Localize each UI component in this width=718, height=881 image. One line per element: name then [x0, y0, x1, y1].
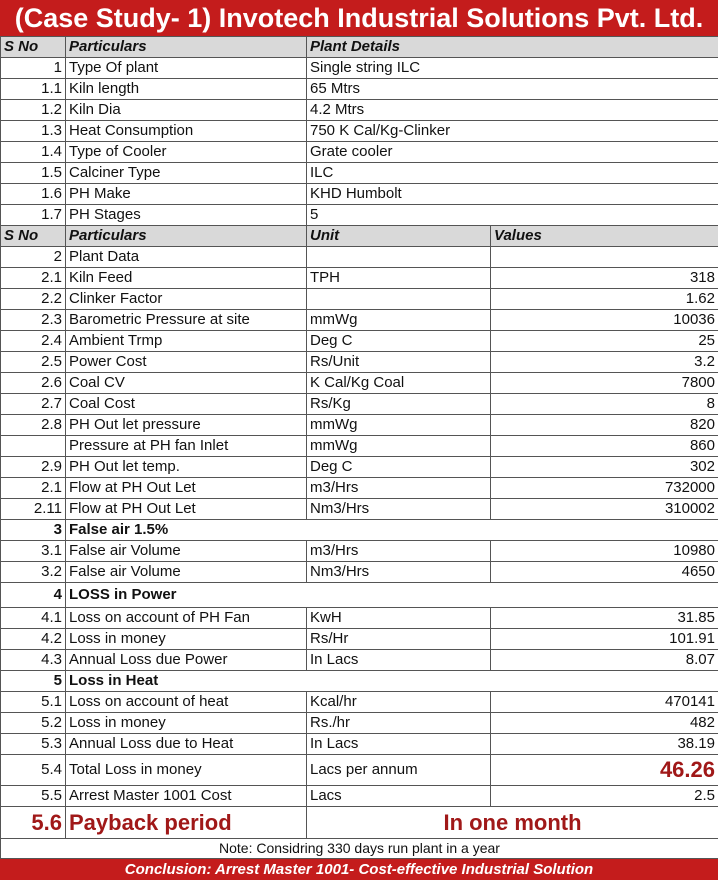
particulars-cell: Kiln Dia: [66, 100, 307, 121]
data-row: [1, 268, 718, 289]
value-cell: 470141: [491, 692, 718, 713]
details-cell: 5: [307, 205, 718, 226]
section-heading: LOSS in Power: [66, 583, 718, 608]
plant-detail-row: [1, 58, 718, 79]
data-row: [1, 352, 718, 373]
payback-row: [1, 807, 718, 839]
particulars-cell: False air Volume: [66, 541, 307, 562]
plant-data-header-row: [1, 226, 718, 247]
unit-cell: In Lacs: [307, 650, 491, 671]
data-row: [1, 310, 718, 331]
sno-header: S No: [1, 37, 66, 58]
payback-label: Payback period: [66, 807, 307, 839]
details-cell: 65 Mtrs: [307, 79, 718, 100]
value-cell: 732000: [491, 478, 718, 499]
sno-cell: 2.5: [1, 352, 66, 373]
data-row: [1, 608, 718, 629]
value-cell: 318: [491, 268, 718, 289]
case-study-table: [0, 36, 718, 859]
data-row: [1, 629, 718, 650]
sno-cell: 1.6: [1, 184, 66, 205]
particulars-cell: Kiln length: [66, 79, 307, 100]
data-row: [1, 394, 718, 415]
value-cell: 1.62: [491, 289, 718, 310]
unit-cell: Deg C: [307, 457, 491, 478]
particulars-cell: Barometric Pressure at site: [66, 310, 307, 331]
unit-cell: Nm3/Hrs: [307, 562, 491, 583]
sno-cell: 1.4: [1, 142, 66, 163]
particulars-cell: Pressure at PH fan Inlet: [66, 436, 307, 457]
sno-cell: 2.9: [1, 457, 66, 478]
value-cell: 4650: [491, 562, 718, 583]
data-row: [1, 713, 718, 734]
particulars-cell: Total Loss in money: [66, 755, 307, 786]
particulars-cell: Ambient Trmp: [66, 331, 307, 352]
plant-detail-row: [1, 100, 718, 121]
value-cell: 820: [491, 415, 718, 436]
sno-cell: 2.2: [1, 289, 66, 310]
section-heading: Loss in Heat: [66, 671, 718, 692]
particulars-cell: PH Make: [66, 184, 307, 205]
data-row: [1, 541, 718, 562]
value-cell: 25: [491, 331, 718, 352]
value-cell: 2.5: [491, 786, 718, 807]
sno-cell: 4.3: [1, 650, 66, 671]
particulars-cell: Coal Cost: [66, 394, 307, 415]
sno-cell: 3.1: [1, 541, 66, 562]
plant-detail-row: [1, 142, 718, 163]
payback-sno: 5.6: [1, 807, 66, 839]
sno-cell: 4.2: [1, 629, 66, 650]
data-row: [1, 247, 718, 268]
unit-cell: Deg C: [307, 331, 491, 352]
sno-cell: 5.3: [1, 734, 66, 755]
note-text: Note: Considring 330 days run plant in a year: [1, 839, 718, 859]
data-row: [1, 373, 718, 394]
unit-cell: Rs/Kg: [307, 394, 491, 415]
value-cell: 7800: [491, 373, 718, 394]
sno-cell: 1.1: [1, 79, 66, 100]
value-cell: 860: [491, 436, 718, 457]
data-row: [1, 650, 718, 671]
plant-details-header: Plant Details: [307, 37, 718, 58]
particulars-cell: Loss on account of PH Fan: [66, 608, 307, 629]
value-cell: 8.07: [491, 650, 718, 671]
unit-cell: mmWg: [307, 436, 491, 457]
value-cell: 3.2: [491, 352, 718, 373]
particulars-cell: Annual Loss due Power: [66, 650, 307, 671]
unit-cell: Kcal/hr: [307, 692, 491, 713]
value-cell: 38.19: [491, 734, 718, 755]
data-row: [1, 478, 718, 499]
particulars-cell: PH Stages: [66, 205, 307, 226]
unit-cell: mmWg: [307, 415, 491, 436]
sno-cell: 2.3: [1, 310, 66, 331]
note-row: [1, 839, 718, 859]
data-row: [1, 436, 718, 457]
data-row: [1, 457, 718, 478]
details-cell: 4.2 Mtrs: [307, 100, 718, 121]
unit-cell: K Cal/Kg Coal: [307, 373, 491, 394]
particulars-cell: Heat Consumption: [66, 121, 307, 142]
particulars-cell: PH Out let temp.: [66, 457, 307, 478]
sno-cell: 2.1: [1, 268, 66, 289]
sno-cell: 4: [1, 583, 66, 608]
unit-cell: m3/Hrs: [307, 478, 491, 499]
value-cell: 10036: [491, 310, 718, 331]
data-row: [1, 415, 718, 436]
particulars-cell: Type of Cooler: [66, 142, 307, 163]
particulars-cell: Coal CV: [66, 373, 307, 394]
unit-cell: In Lacs: [307, 734, 491, 755]
sno-cell: 2: [1, 247, 66, 268]
sno-cell: 4.1: [1, 608, 66, 629]
particulars-cell: Type Of plant: [66, 58, 307, 79]
false-air-heading-row: [1, 520, 718, 541]
details-cell: ILC: [307, 163, 718, 184]
particulars-cell: Loss in money: [66, 713, 307, 734]
plant-detail-row: [1, 163, 718, 184]
total-loss-row: [1, 755, 718, 786]
particulars-cell: PH Out let pressure: [66, 415, 307, 436]
particulars-cell: Loss on account of heat: [66, 692, 307, 713]
particulars-cell: Kiln Feed: [66, 268, 307, 289]
particulars-cell: Calciner Type: [66, 163, 307, 184]
value-cell: 10980: [491, 541, 718, 562]
sno-cell: 2.4: [1, 331, 66, 352]
plant-detail-row: [1, 184, 718, 205]
plant-details-header-row: [1, 37, 718, 58]
sno-cell: 5.1: [1, 692, 66, 713]
sno-cell: 1.7: [1, 205, 66, 226]
particulars-header: Particulars: [66, 226, 307, 247]
particulars-cell: Clinker Factor: [66, 289, 307, 310]
unit-cell: TPH: [307, 268, 491, 289]
unit-cell: Lacs per annum: [307, 755, 491, 786]
particulars-cell: Flow at PH Out Let: [66, 478, 307, 499]
particulars-cell: False air Volume: [66, 562, 307, 583]
loss-in-heat-heading-row: [1, 671, 718, 692]
sno-cell: 5.4: [1, 755, 66, 786]
unit-cell: KwH: [307, 608, 491, 629]
unit-cell: Rs./hr: [307, 713, 491, 734]
plant-detail-row: [1, 205, 718, 226]
particulars-cell: Annual Loss due to Heat: [66, 734, 307, 755]
particulars-cell: Power Cost: [66, 352, 307, 373]
unit-cell: Rs/Unit: [307, 352, 491, 373]
value-cell: 482: [491, 713, 718, 734]
data-row: [1, 331, 718, 352]
unit-cell: Nm3/Hrs: [307, 499, 491, 520]
sno-cell: 3.2: [1, 562, 66, 583]
loss-in-power-heading-row: [1, 583, 718, 608]
sno-cell: 2.1: [1, 478, 66, 499]
value-cell: 101.91: [491, 629, 718, 650]
value-cell: [491, 247, 718, 268]
unit-cell: [307, 289, 491, 310]
particulars-cell: Plant Data: [66, 247, 307, 268]
conclusion-banner: Conclusion: Arrest Master 1001- Cost-effective Industrial Solution: [0, 859, 718, 880]
plant-detail-row: [1, 79, 718, 100]
sno-cell: 2.6: [1, 373, 66, 394]
sno-cell: 5.5: [1, 786, 66, 807]
unit-cell: m3/Hrs: [307, 541, 491, 562]
value-cell: 310002: [491, 499, 718, 520]
sno-cell: 5.2: [1, 713, 66, 734]
section-heading: False air 1.5%: [66, 520, 718, 541]
sno-cell: 3: [1, 520, 66, 541]
unit-cell: mmWg: [307, 310, 491, 331]
data-row: [1, 734, 718, 755]
unit-cell: [307, 247, 491, 268]
values-header: Values: [491, 226, 718, 247]
data-row: [1, 562, 718, 583]
unit-header: Unit: [307, 226, 491, 247]
data-row: [1, 499, 718, 520]
total-loss-value: 46.26: [491, 755, 718, 786]
data-row: [1, 692, 718, 713]
sno-cell: 1.3: [1, 121, 66, 142]
particulars-cell: Loss in money: [66, 629, 307, 650]
payback-value: In one month: [307, 807, 718, 839]
sno-cell: 2.8: [1, 415, 66, 436]
details-cell: Single string ILC: [307, 58, 718, 79]
value-cell: 8: [491, 394, 718, 415]
sno-cell: 1: [1, 58, 66, 79]
details-cell: 750 K Cal/Kg-Clinker: [307, 121, 718, 142]
sno-cell: [1, 436, 66, 457]
sno-cell: 2.11: [1, 499, 66, 520]
data-row: [1, 289, 718, 310]
sno-cell: 1.5: [1, 163, 66, 184]
sno-header: S No: [1, 226, 66, 247]
page-title: (Case Study- 1) Invotech Industrial Solutions Pvt. Ltd.: [0, 0, 718, 36]
details-cell: KHD Humbolt: [307, 184, 718, 205]
sno-cell: 2.7: [1, 394, 66, 415]
particulars-cell: Flow at PH Out Let: [66, 499, 307, 520]
details-cell: Grate cooler: [307, 142, 718, 163]
data-row: [1, 786, 718, 807]
unit-cell: Rs/Hr: [307, 629, 491, 650]
sno-cell: 1.2: [1, 100, 66, 121]
particulars-header: Particulars: [66, 37, 307, 58]
sno-cell: 5: [1, 671, 66, 692]
particulars-cell: Arrest Master 1001 Cost: [66, 786, 307, 807]
plant-detail-row: [1, 121, 718, 142]
unit-cell: Lacs: [307, 786, 491, 807]
value-cell: 31.85: [491, 608, 718, 629]
value-cell: 302: [491, 457, 718, 478]
